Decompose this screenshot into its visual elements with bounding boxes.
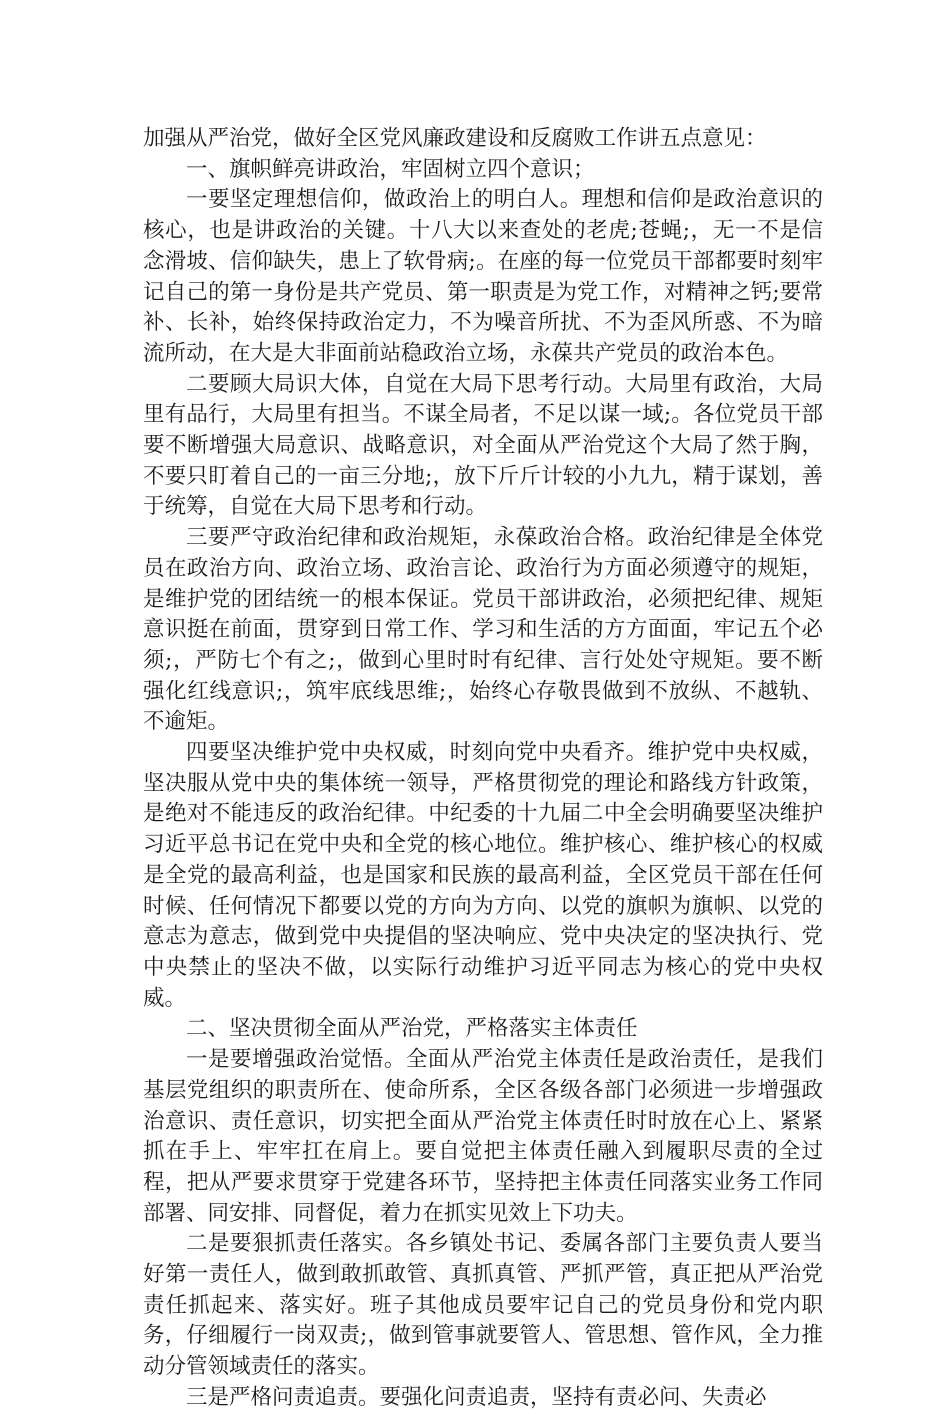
paragraph: 二是要狠抓责任落实。各乡镇处书记、委属各部门主要负责人要当好第一责任人，做到敢抓敢管、真抓真管、严抓严管，真正把从严治党责任抓起来、落实好。班子其他成员要牢记自己的党员身份和党内职务，仔细履行一岗双责;，做到管事就要管人、管思想、管作风，全力推动分管领域责任的落实。 xyxy=(143,1231,823,1380)
document-body xyxy=(143,124,823,1414)
paragraph: 三要严守政治纪律和政治规矩，永葆政治合格。政治纪律是全体党员在政治方向、政治立场、政治言论、政治行为方面必须遵守的规矩，是维护党的团结统一的根本保证。党员干部讲政治，必须把纪律、规矩意识挺在前面，贯穿到日常工作、学习和生活的方方面面，牢记五个必须;，严防七个有之;，做到心里时时有纪律、言行处处守规矩。要不断强化红线意识;，筑牢底线思维;，始终心存敬畏做到不放纵、不越轨、不逾矩。 xyxy=(143,525,823,735)
paragraph: 一要坚定理想信仰，做政治上的明白人。理想和信仰是政治意识的核心，也是讲政治的关键。十八大以来查处的老虎;苍蝇;，无一不是信念滑坡、信仰缺失，患上了软骨病;。在座的每一位党员干部都要时刻牢记自己的第一身份是共产党员、第一职责是为党工作，对精神之钙;要常补、长补，始终保持政治定力，不为噪音所扰、不为歪风所惑、不为暗流所动，在大是大非面前站稳政治立场，永葆共产党员的政治本色。 xyxy=(143,187,823,366)
paragraph: 三是严格问责追责。要强化问责追责，坚持有责必问、失责必 xyxy=(186,1384,767,1410)
paragraph: 二要顾大局识大体，自觉在大局下思考行动。大局里有政治，大局里有品行，大局里有担当。不谋全局者，不足以谋一域;。各位党员干部要不断增强大局意识、战略意识，对全面从严治党这个大局了然于胸，不要只盯着自己的一亩三分地;，放下斤斤计较的小九九，精于谋划，善于统筹，自觉在大局下思考和行动。 xyxy=(143,371,823,520)
paragraph-intro: 加强从严治党，做好全区党风廉政建设和反腐败工作讲五点意见： xyxy=(143,126,767,151)
section-heading-2: 二、坚决贯彻全面从严治党，严格落实主体责任 xyxy=(186,1016,638,1042)
section-heading-1: 一、旗帜鲜亮讲政治，牢固树立四个意识； xyxy=(186,156,595,182)
paragraph: 一是要增强政治觉悟。全面从严治党主体责任是政治责任，是我们基层党组织的职责所在、使命所系，全区各级各部门必须进一步增强政治意识、责任意识，切实把全面从严治党主体责任时时放在心上、紧紧抓在手上、牢牢扛在肩上。要自觉把主体责任融入到履职尽责的全过程，把从严要求贯穿于党建各环节，坚持把主体责任同落实业务工作同部署、同安排、同督促，着力在抓实见效上下功夫。 xyxy=(143,1047,823,1226)
paragraph: 四要坚决维护党中央权威，时刻向党中央看齐。维护党中央权威，坚决服从党中央的集体统一领导，严格贯彻党的理论和路线方针政策，是绝对不能违反的政治纪律。中纪委的十九届二中全会明确要坚决维护习近平总书记在党中央和全党的核心地位。维护核心、维护核心的权威是全党的最高利益，也是国家和民族的最高利益，全区党员干部在任何时候、任何情况下都要以党的方向为方向、以党的旗帜为旗帜、以党的意志为意志，做到党中央提倡的坚决响应、党中央决定的坚决执行、党中央禁止的坚决不做，以实际行动维护习近平同志为核心的党中央权威。 xyxy=(143,740,823,1011)
